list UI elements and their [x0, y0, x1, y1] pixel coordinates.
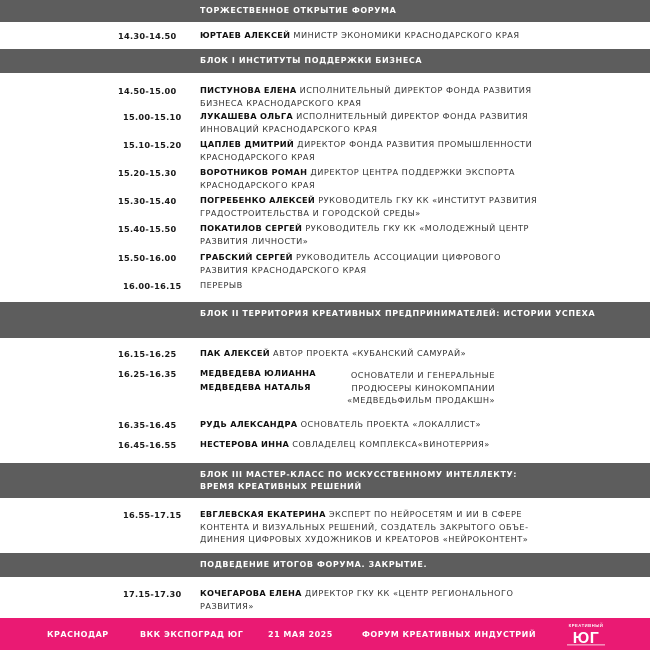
kreativny-yug-logo — [563, 621, 609, 647]
section-title: БЛОК I ИНСТИТУТЫ ПОДДЕРЖКИ БИЗНЕСА — [200, 56, 423, 65]
speaker-role: «МЕДВЕДЬФИЛЬМ ПРОДАКШН» — [347, 395, 495, 405]
schedule-entry — [200, 222, 540, 247]
speaker-name: РУДЬ АЛЕКСАНДРА — [200, 419, 298, 429]
speaker-name: НЕСТЕРОВА ИННА — [200, 439, 290, 449]
time-slot: 15.30-15.40 — [118, 196, 177, 206]
time-slot: 15.50-16.00 — [118, 253, 177, 263]
speaker-role: ДИРЕКТОР ФОНДА РАЗВИТИЯ ПРОМЫШЛЕННОСТИ КРАСНОДАРСКОГО КРАЯ — [200, 139, 533, 162]
schedule-entry — [200, 347, 540, 360]
speaker-role: РУКОВОДИТЕЛЬ АССОЦИАЦИИ ЦИФРОВОГО РАЗВИТИЯ КРАСНОДАРСКОГО КРАЯ — [200, 252, 501, 275]
speaker-role: ПРОДЮСЕРЫ КИНОКОМПАНИИ — [351, 382, 495, 393]
speaker-role: ИСПОЛНИТЕЛЬНЫЙ ДИРЕКТОР ФОНДА РАЗВИТИЯ ИННОВАЦИЙ КРАСНОДАРСКОГО КРАЯ — [200, 111, 529, 134]
speaker-name: ЦАПЛЕВ ДМИТРИЙ — [200, 139, 295, 149]
schedule-entry — [200, 381, 320, 394]
time-slot: 16.45-16.55 — [118, 440, 177, 450]
speaker-role: МИНИСТР ЭКОНОМИКИ КРАСНОДАРСКОГО КРАЯ — [293, 30, 520, 40]
speaker-role: ОСНОВАТЕЛИ И ГЕНЕРАЛЬНЫЕ — [350, 370, 495, 380]
speaker-name: ГРАБСКИЙ СЕРГЕЙ — [200, 252, 293, 262]
time-slot: 15.20-15.30 — [118, 168, 177, 178]
time-slot: 15.10-15.20 — [123, 140, 182, 150]
time-slot: 14.30-14.50 — [118, 31, 177, 41]
speaker-name: ЛУКАШЕВА ОЛЬГА — [200, 111, 294, 121]
schedule-entry — [200, 438, 540, 451]
speaker-name: МЕДВЕДЕВА ЮЛИАННА — [200, 368, 316, 378]
speaker-role: РУКОВОДИТЕЛЬ ГКУ КК «ИНСТИТУТ РАЗВИТИЯ ГРАДОСТРОИТЕЛЬСТВА И ГОРОДСКОЙ СРЕДЫ» — [200, 195, 538, 218]
time-slot: 16.55-17.15 — [123, 510, 182, 520]
break-label: ПЕРЕРЫВ — [200, 280, 243, 290]
time-slot: 16.15-16.25 — [118, 349, 177, 359]
schedule-entry — [200, 279, 540, 292]
speaker-name: ПОКАТИЛОВ СЕРГЕЙ — [200, 223, 303, 233]
section-block1 — [0, 49, 650, 73]
speaker-name: МЕДВЕДЕВА НАТАЛЬЯ — [200, 382, 311, 392]
footer-venue: ВКК ЭКСПОГРАД ЮГ — [140, 630, 244, 639]
footer-forum: ФОРУМ КРЕАТИВНЫХ ИНДУСТРИЙ — [362, 630, 537, 639]
schedule-entry — [200, 587, 540, 612]
section-title: БЛОК III МАСТЕР-КЛАСС ПО ИСКУССТВЕННОМУ ИНТЕЛЛЕКТУ: — [200, 470, 518, 479]
speaker-name: КОЧЕГАРОВА ЕЛЕНА — [200, 588, 302, 598]
svg-text:ЮГ: ЮГ — [572, 630, 600, 647]
speaker-name: ПАК АЛЕКСЕЙ — [200, 348, 270, 358]
section-closing — [0, 553, 650, 577]
schedule-entry — [200, 84, 540, 109]
schedule-entry — [200, 29, 540, 42]
section-title: ПОДВЕДЕНИЕ ИТОГОВ ФОРУМА. ЗАКРЫТИЕ. — [200, 560, 428, 569]
schedule-entry — [200, 138, 540, 163]
schedule-entry — [200, 110, 540, 135]
speaker-role-block — [325, 369, 495, 407]
schedule-entry — [200, 418, 540, 431]
schedule-entry — [200, 194, 540, 219]
speaker-name: ЮРТАЕВ АЛЕКСЕЙ — [200, 30, 291, 40]
section-block3 — [0, 463, 650, 498]
time-slot: 15.40-15.50 — [118, 224, 177, 234]
svg-text:КРЕАТИВНЫЙ: КРЕАТИВНЫЙ — [568, 623, 604, 628]
time-slot: 16.25-16.35 — [118, 369, 177, 379]
footer — [0, 618, 650, 650]
section-title: БЛОК II ТЕРРИТОРИЯ КРЕАТИВНЫХ ПРЕДПРИНИМАТЕЛЕЙ: ИСТОРИИ УСПЕХА — [200, 309, 596, 318]
section-title: ТОРЖЕСТВЕННОЕ ОТКРЫТИЕ ФОРУМА — [200, 6, 397, 15]
section-opening — [0, 0, 650, 22]
speaker-role: ДИРЕКТОР ЦЕНТРА ПОДДЕРЖКИ ЭКСПОРТА КРАСНОДАРСКОГО КРАЯ — [200, 167, 515, 190]
speaker-role: РУКОВОДИТЕЛЬ ГКУ КК «МОЛОДЕЖНЫЙ ЦЕНТР РАЗВИТИЯ ЛИЧНОСТИ» — [200, 223, 529, 246]
speaker-name: ВОРОТНИКОВ РОМАН — [200, 167, 308, 177]
schedule-entry — [200, 508, 540, 546]
speaker-name: ЕВГЛЕВСКАЯ ЕКАТЕРИНА — [200, 509, 326, 519]
time-slot: 16.35-16.45 — [118, 420, 177, 430]
section-subtitle: ВРЕМЯ КРЕАТИВНЫХ РЕШЕНИЙ — [200, 482, 362, 491]
time-slot: 16.00-16.15 — [123, 281, 182, 291]
time-slot: 15.00-15.10 — [123, 112, 182, 122]
time-slot: 17.15-17.30 — [123, 589, 182, 599]
speaker-name: ПИСТУНОВА ЕЛЕНА — [200, 85, 297, 95]
speaker-role: ЭКСПЕРТ ПО НЕЙРОСЕТЯМ И ИИ В СФЕРЕ КОНТЕНТА И ВИЗУАЛЬНЫХ РЕШЕНИЙ, СОЗДАТЕЛЬ ЗАКРЫТОГО ОБЪЕ-ДИНЕНИЯ ЦИФРОВЫХ ХУДОЖНИКОВ И КРЕАТОРОВ «НЕЙРОКОНТЕНТ» — [200, 509, 529, 544]
speaker-role: ИСПОЛНИТЕЛЬНЫЙ ДИРЕКТОР ФОНДА РАЗВИТИЯ БИЗНЕСА КРАСНОДАРСКОГО КРАЯ — [200, 85, 532, 108]
section-block2 — [0, 302, 650, 338]
speaker-role: ДИРЕКТОР ГКУ КК «ЦЕНТР РЕГИОНАЛЬНОГО РАЗВИТИЯ» — [200, 588, 514, 611]
time-slot: 14.50-15.00 — [118, 86, 177, 96]
schedule-entry — [200, 367, 320, 380]
schedule-entry — [200, 251, 540, 276]
footer-date: 21 МАЯ 2025 — [268, 630, 333, 639]
speaker-role: СОВЛАДЕЛЕЦ КОМПЛЕКСА«ВИНОТЕРРИЯ» — [292, 439, 490, 449]
speaker-name: ПОГРЕБЕНКО АЛЕКСЕЙ — [200, 195, 316, 205]
schedule-entry — [200, 166, 540, 191]
footer-city: КРАСНОДАР — [47, 630, 109, 639]
speaker-role: АВТОР ПРОЕКТА «КУБАНСКИЙ САМУРАЙ» — [273, 348, 467, 358]
speaker-role: ОСНОВАТЕЛЬ ПРОЕКТА «ЛОКАЛЛИСТ» — [300, 419, 482, 429]
